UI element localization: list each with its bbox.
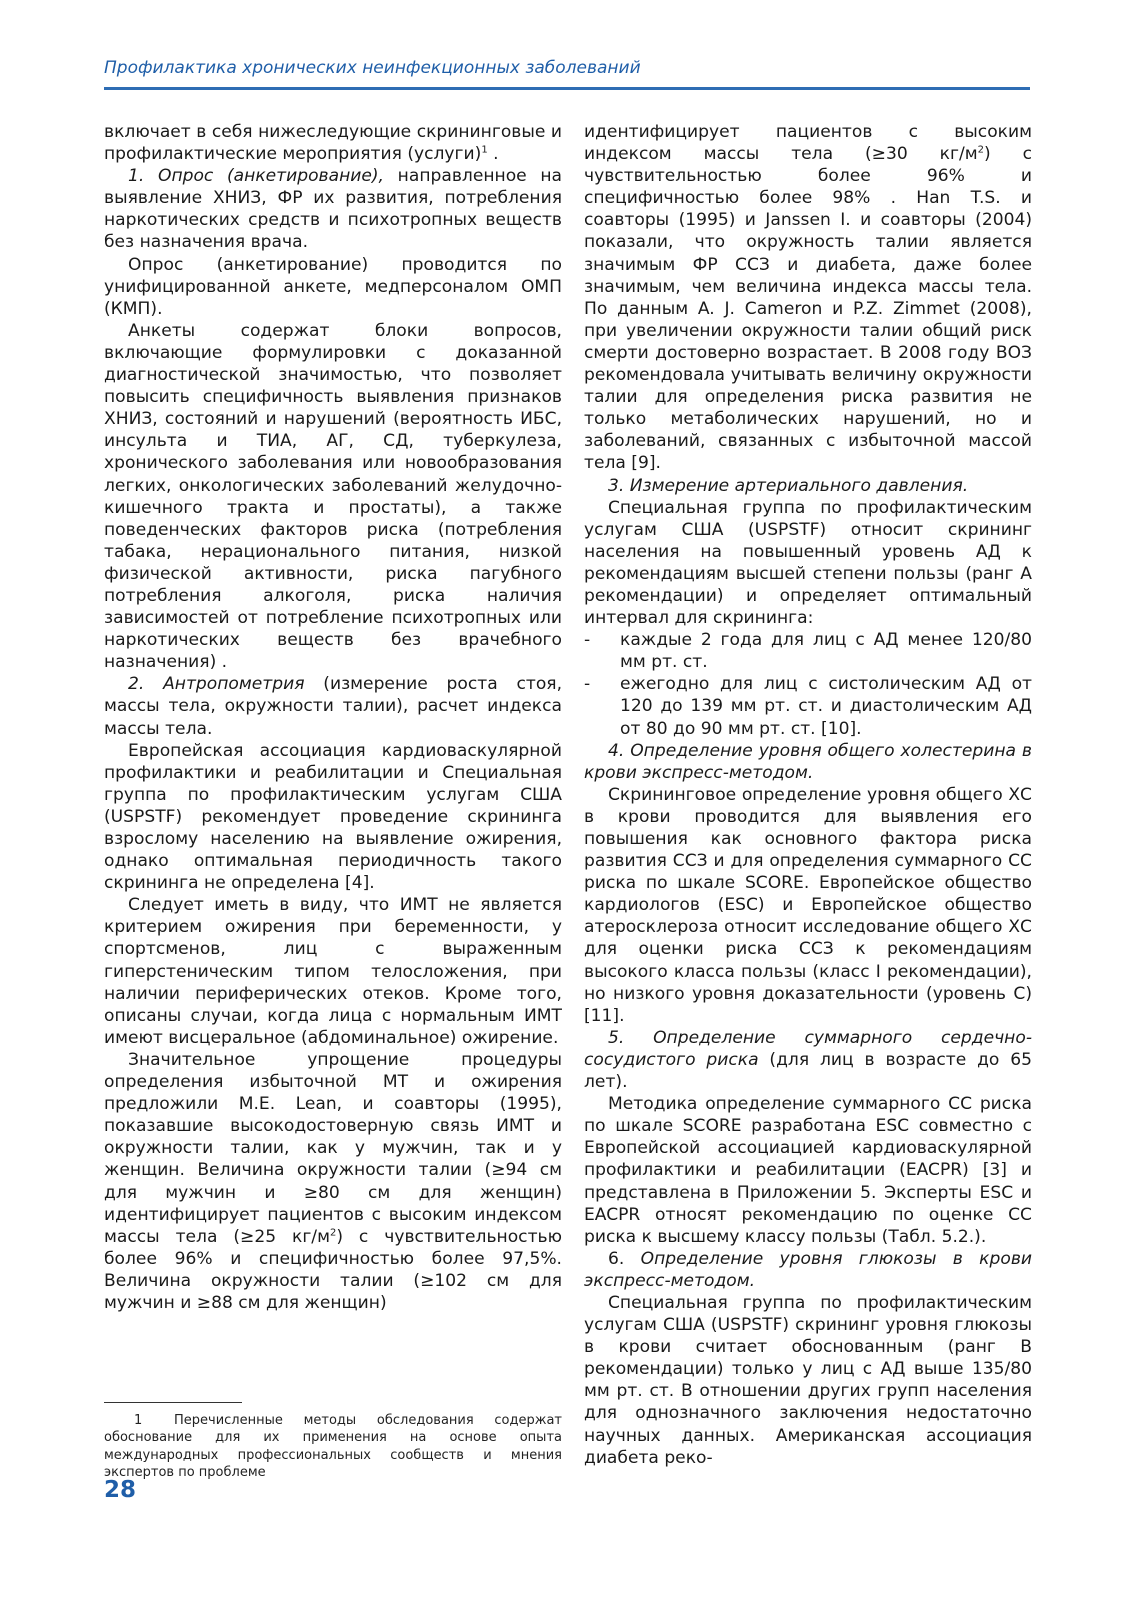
left-column [104, 121, 562, 1314]
paragraph: Опрос (анкетирование) проводится по унифицированной анкете, медперсоналом ОМП (КМП). [104, 254, 562, 319]
section-heading: 4. Определение уровня общего холестерина в крови экспресс-методом. [584, 740, 1032, 783]
paragraph: Специальная группа по профилактическим услугам США (USPSTF) скрининг уровня глюкозы в крови считает обоснованным (ранг В рекомендации) только у лиц с АД выше 135/80 мм рт. ст. В отношении других групп населения для однозначного заключения недостаточно научных данных. Американская ассоциация диабета реко- [584, 1292, 1032, 1468]
running-header: Профилактика хронических неинфекционных заболеваний [104, 58, 641, 78]
paragraph: 5. Определение суммарного сердечно-сосудистого риска (для лиц в возрасте до 65 лет). [584, 1027, 1032, 1093]
bullet-dash: - [584, 630, 591, 651]
section-heading: 2. Антропометрия [128, 674, 305, 695]
paragraph: Анкеты содержат блоки вопросов, включающие формулировки с доказанной диагностической значимостью, что позволяет повысить специфичность выявления признаков ХНИЗ, состояний и нарушений (вероятность ИБС, инсульта и ТИА, АГ, СД, туберкулеза, хронического заболевания или новообразования легких, онкологических заболеваний желудочно-кишечного тракта и простаты), а также поведенческих факторов риска (потребления табака, нерационального питания, низкой физической активности, риска пагубного потребления алкоголя, риска наличия зависимостей от потребление психотропных или наркотических веществ без врачебного назначения) . [104, 320, 562, 673]
paragraph: Специальная группа по профилактическим услугам США (USPSTF) относит скрининг населения на повышенный уровень АД к рекомендациям высшей степени пользы (ранг А рекомендации) и определяет оптимальный интервал для скрининга: [584, 497, 1032, 629]
section-heading: 5. Определение суммарного сердечно-сосудистого риска [584, 1027, 1032, 1070]
right-column [584, 121, 1032, 1469]
section-heading: Определение уровня глюкозы в крови экспресс-методом. [584, 1248, 1033, 1291]
paragraph: 1. Опрос (анкетирование), направленное на выявление ХНИЗ, ФР их развития, потребления наркотических средств и психотропных веществ без назначения врача. [104, 166, 562, 253]
footnote [104, 1412, 562, 1481]
paragraph: 6. Определение уровня глюкозы в крови экспресс-методом. [584, 1248, 1033, 1291]
list-item: - каждые 2 года для лиц с АД менее 120/80 мм рт. ст. [584, 630, 1032, 673]
section-heading: 1. Опрос (анкетирование), [128, 166, 384, 187]
footnote-divider [104, 1402, 242, 1403]
paragraph: 2. Антропометрия (измерение роста стоя, массы тела, окружности талии), расчет индекса массы тела. [104, 674, 562, 739]
footnote-number: 1 [134, 1413, 143, 1428]
paragraph: Скрининговое определение уровня общего ХС в крови проводится для выявления его повышения как основного фактора риска развития ССЗ и для определения суммарного СС риска по шкале SCORE. Европейское общество кардиологов (ESC) и Европейское общество атеросклероза относит исследование общего ХС для оценки риска ССЗ к рекомендациям высокого класса пользы (класс I рекомендации), но низкого уровня доказательности (уровень С) [11]. [584, 784, 1032, 1026]
footnote-text: Перечисленные методы обследования содержат обоснование для их применения на основе опыта международных профессиональных сообществ и мнения экспертов по проблеме [104, 1413, 562, 1480]
bullet-dash: - [584, 674, 591, 695]
page-number: 28 [104, 1477, 137, 1503]
list-item: - ежегодно для лиц с систолическим АД от 120 до 139 мм рт. ст. и диастолическим АД от 80 до 90 мм рт. ст. [10]. [584, 674, 1032, 739]
paragraph: Европейская ассоциация кардиоваскулярной профилактики и реабилитации и Специальная группа по профилактическим услугам США (USPSTF) рекомендует проведение скрининга взрослому населению на выявление ожирения, однако оптимальная периодичность такого скрининга не определена [4]. [104, 740, 562, 894]
footnote-ref[interactable]: 1 [481, 144, 488, 156]
paragraph: Значительное упрощение процедуры определения избыточной МТ и ожирения предложили M.E. Lean, и соавторы (1995), показавшие высокодостоверную связь ИМТ и окружности талии, как у мужчин, так и у женщин. Величина окружности талии (≥94 см для мужчин и ≥80 см для женщин) идентифицирует пациентов с высоким индексом массы тела (≥25 $кг/м^2$) с чувствительностью более 96% и специфичностью более 97,5%. Величина окружности талии (≥102 см для мужчин и ≥88 см для женщин) [104, 1049, 562, 1313]
paragraph: Следует иметь в виду, что ИМТ не является критерием ожирения при беременности, у спортсменов, лиц с выраженным гиперстеническим типом телосложения, при наличии периферических отеков. Кроме того, описаны случаи, когда лица с нормальным ИМТ имеют висцеральное (абдоминальное) ожирение. [104, 895, 562, 1048]
paragraph: включает в себя нижеследующие скрининговые и профилактические мероприятия (услуги)$^1$ . [104, 122, 562, 165]
paragraph: идентифицирует пациентов с высоким индексом массы тела (≥30 $кг/м^2$) с чувствительностью более 96% и специфичностью более 98% . Han T.S. и соавторы (1995) и Janssen I. и соавторы (2004) показали, что окружность талии является значимым ФР ССЗ и диабета, даже более значимым, чем величина индекса массы тела. По данным A. J. Cameron и P.Z. Zimmet (2008), при увеличении окружности талии общий риск смерти достоверно возрастает. В 2008 году ВОЗ рекомендовала учитывать величину окружности талии для определения риска развития не только метаболических нарушений, но и заболеваний, связанных с избыточной массой тела [9]. [584, 122, 1032, 474]
section-heading: 3. Измерение артериального давления. [608, 475, 969, 496]
paragraph: Методика определение суммарного СС риска по шкале SCORE разработана ESC совместно с Европейской ассоциацией кардиоваскулярной профилактики и реабилитации (EACPR) [3] и представлена в Приложении 5. Эксперты ESC и EACPR относят рекомендацию по оценке СС риска к высшему классу пользы (Табл. 5.2.). [584, 1094, 1032, 1247]
header-divider [104, 87, 1030, 90]
